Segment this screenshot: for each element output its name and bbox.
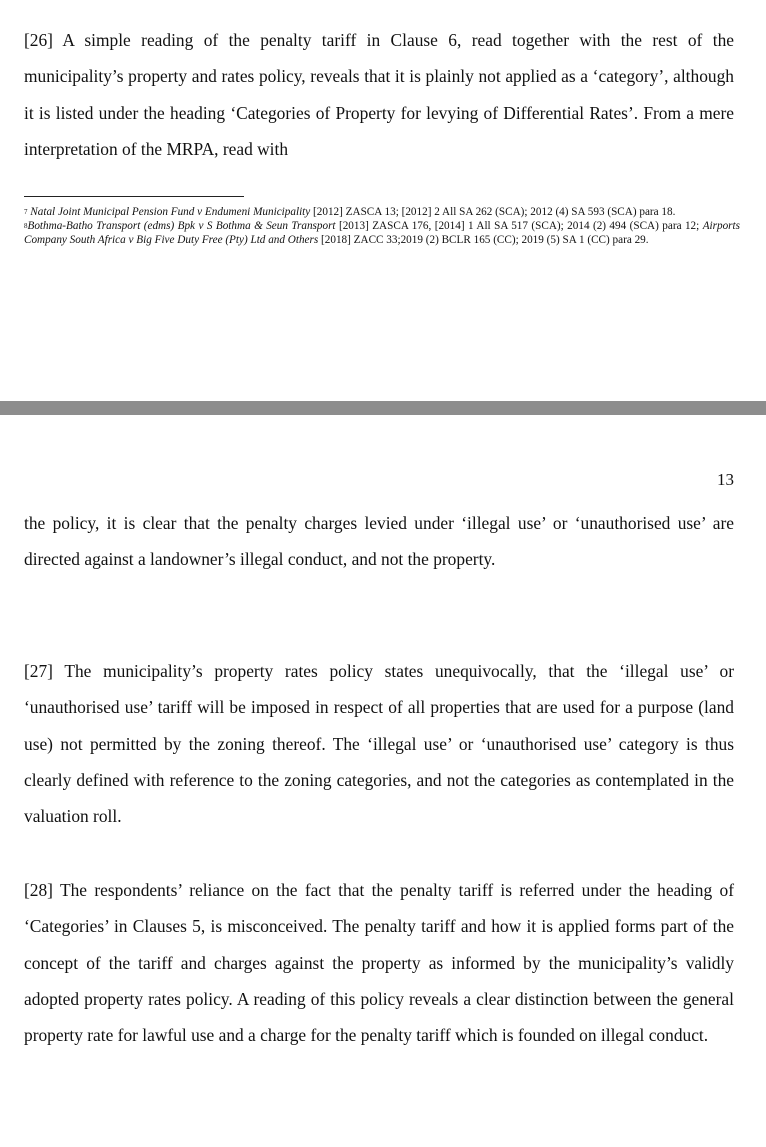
footnote-8-case-1: Bothma-Batho Transport (edms) Bpk v S Bothma & Seun Transport [27,220,336,232]
footnote-8-marker: 8 [24,222,28,230]
footnote-7-marker: 7 [24,208,28,216]
paragraph-26-continued: the policy, it is clear that the penalty charges levied under ‘illegal use’ or ‘unauthorised use’ are directed against a landowner’s illegal conduct, and not the property. [24,513,734,570]
footnote-8-citation-1: [2013] ZASCA 176, [2014] 1 All SA 517 (SCA); 2014 (2) 494 (SCA) para 12; [335,220,703,232]
footnotes [24,205,740,247]
footnote-divider [24,196,244,197]
page-12 [0,0,766,400]
page-number: 13 [717,470,734,489]
paragraph-26: [26] A simple reading of the penalty tariff in Clause 6, read together with the rest of the municipality’s property and rates policy, reveals that it is plainly not applied as a ‘category’, although it is listed under the heading ‘Categories of Property for levying of Differential Rates’. From a mere interpretation of the MRPA, read with [24,30,734,159]
page-separator [0,401,766,415]
footnote-7-case: Natal Joint Municipal Pension Fund v Endumeni Municipality [30,206,311,218]
paragraph-27: [27] The municipality’s property rates policy states unequivocally, that the ‘illegal use’ or ‘unauthorised use’ tariff will be imposed in respect of all properties that are used for a purpose (land use) not permitted by the zoning thereof. The ‘illegal use’ or ‘unauthorised use’ category is thus clearly defined with reference to the zoning categories, and not the categories as contemplated in the valuation roll. [24,661,734,827]
footnote-8-citation-2: [2018] ZACC 33;2019 (2) BCLR 165 (CC); 2019 (5) SA 1 (CC) para 29. [318,234,649,246]
footnote-8 [24,219,740,247]
footnote-8-case-2: Airports Company South Africa v Big Five Duty Free (Pty) Ltd and Others [24,220,740,246]
footnote-7-citation: [2012] ZASCA 13; [2012] 2 All SA 262 (SCA); 2012 (4) SA 593 (SCA) para 18. [310,206,676,218]
footnote-7 [24,205,740,219]
paragraph-28: [28] The respondents’ reliance on the fact that the penalty tariff is referred under the heading of ‘Categories’ in Clauses 5, is misconceived. The penalty tariff and how it is applied forms part of the concept of the tariff and charges against the property as informed by the municipality’s validly adopted property rates policy. A reading of this policy reveals a clear distinction between the general property rate for lawful use and a charge for the penalty tariff which is founded on illegal conduct. [24,880,734,1046]
